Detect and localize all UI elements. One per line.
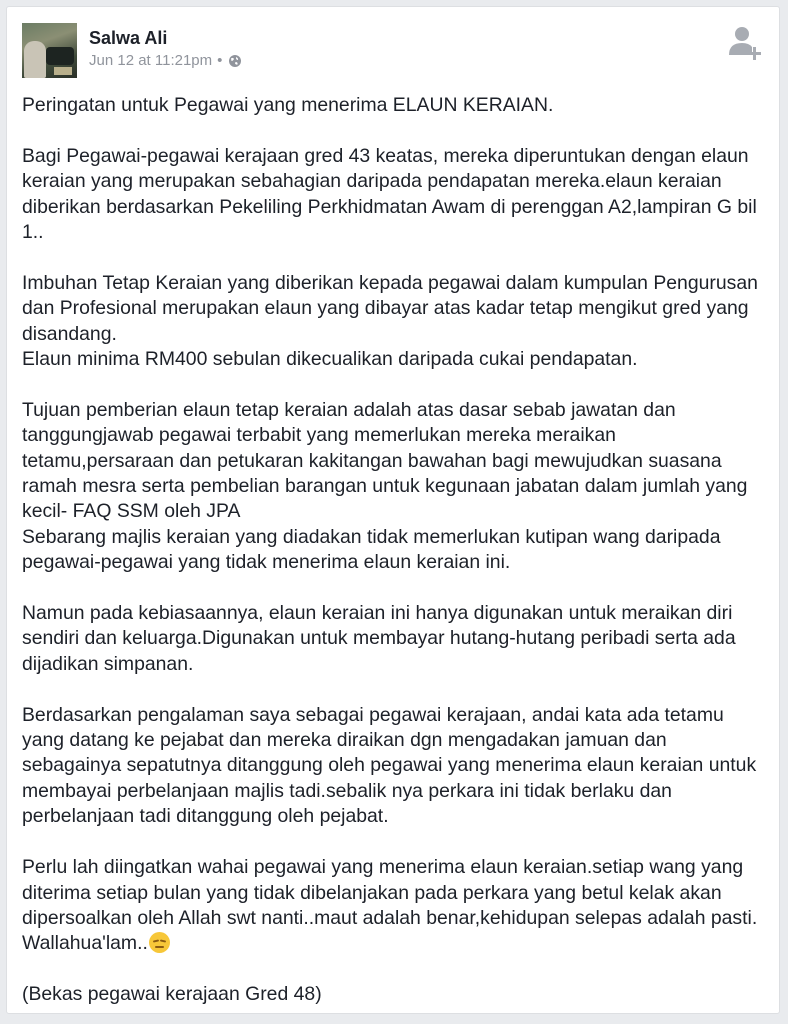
avatar[interactable]	[22, 23, 77, 78]
post-paragraph-text: Perlu lah diingatkan wahai pegawai yang menerima elaun keraian.setiap wang yang diterima setiap bulan yang tidak dibelanjakan pada perkara yang betul kelak akan dipersoalkan oleh Allah swt nanti..maut adalah benar,kehidupan selepas adalah pasti. Wallahua'lam..	[22, 856, 758, 955]
post-paragraph: Tujuan pemberian elaun tetap keraian adalah atas dasar sebab jawatan dan tanggungjawab pegawai terbabit yang memerlukan mereka meraikan tetamu,persaraan dan petukaran kakitangan bawahan bagi mewujudkan suasana ramah mesra serta pembelian barangan untuk kegunaan jabatan dalam jumlah yang kecil- FAQ SSM oleh JPA Sebarang majlis keraian yang diadakan tidak memerlukan kutipan wang daripada pegawai-pegawai yang tidak menerima elaun keraian ini.	[22, 398, 748, 574]
post-card	[6, 6, 780, 1014]
post-paragraph: Peringatan untuk Pegawai yang menerima ELAUN KERAIAN.	[22, 94, 554, 116]
post-signature: (Bekas pegawai kerajaan Gred 48)	[22, 983, 322, 1006]
post-meta	[89, 52, 242, 69]
post-timestamp[interactable]: Jun 12 at 11:21pm	[89, 52, 213, 69]
globe-icon[interactable]	[228, 54, 242, 68]
post-paragraph: Namun pada kebiasaannya, elaun keraian ini hanya digunakan untuk meraikan diri sendiri dan keluarga.Digunakan untuk membayar hutang-hutang peribadi serta ada dijadikan simpanan.	[22, 602, 736, 675]
unamused-face-emoji	[149, 932, 170, 953]
post-paragraph: Imbuhan Tetap Keraian yang diberikan kepada pegawai dalam kumpulan Pengurusan dan Profesional merupakan elaun yang dibayar atas kadar tetap mengikut gred yang disandang. Elaun minima RM400 sebulan dikecualikan daripada cukai pendapatan.	[22, 271, 758, 371]
post-paragraph	[22, 855, 774, 957]
post-paragraph: Berdasarkan pengalaman saya sebagai pegawai kerajaan, andai kata ada tetamu yang datang ke pejabat dan mereka diraikan dgn mengadakan jamuan dan sebagainya sepatutnya ditanggung oleh pegawai yang menerima elaun keraian untuk membayai perbelanjaan majlis tadi.sebalik nya perkara ini tidak berlaku dan perbelanjaan tadi ditanggung oleh pejabat.	[22, 703, 757, 828]
post-paragraph: Bagi Pegawai-pegawai kerajaan gred 43 keatas, mereka diperuntukan dengan elaun keraian yang merupakan sebahagian daripada pendapatan mereka.elaun keraian diberikan berdasarkan Pekeliling Perkhidmatan Awam di perenggan A2,lampiran G bil 1..	[22, 144, 757, 244]
post-text	[22, 93, 774, 1008]
add-friend-icon[interactable]	[729, 25, 763, 61]
author-name[interactable]: Salwa Ali	[89, 28, 168, 48]
meta-separator: •	[217, 52, 223, 69]
